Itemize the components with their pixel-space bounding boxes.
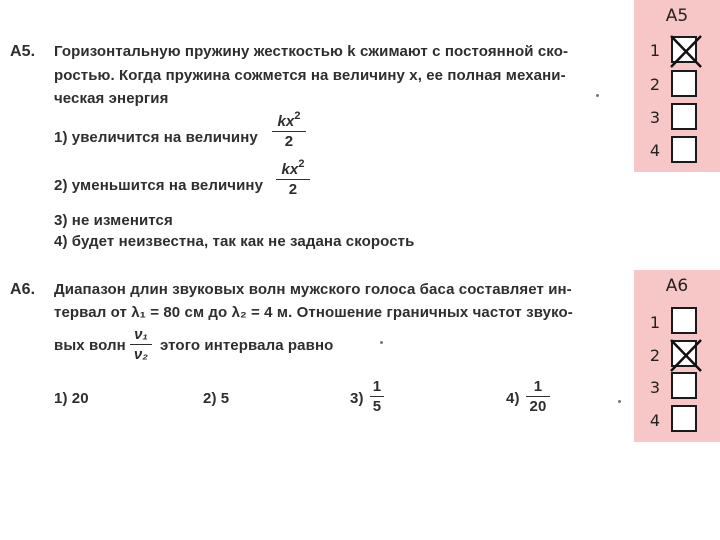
scan-speck bbox=[618, 400, 621, 403]
fraction-exponent: 2 bbox=[298, 158, 305, 170]
check-cross-icon bbox=[669, 338, 703, 373]
answer-a5-option-3-label: 3 bbox=[649, 108, 661, 127]
scan-speck bbox=[596, 94, 599, 97]
question-a6-number: A6. bbox=[10, 281, 36, 298]
question-a5-option-2-fraction bbox=[276, 158, 310, 198]
question-a5-option-1-text: 1) увеличится на величину bbox=[54, 129, 258, 146]
fraction-denominator: 2 bbox=[284, 133, 294, 150]
question-a5-option-3-text: 3) не изменится bbox=[54, 212, 173, 229]
answer-panel-a6-title: А6 bbox=[665, 276, 689, 296]
scan-speck bbox=[380, 341, 383, 344]
question-a5-option-1-fraction bbox=[272, 110, 306, 150]
answer-a5-option-3-checkbox[interactable] bbox=[671, 103, 697, 130]
answer-a6-option-2-checkbox[interactable] bbox=[671, 340, 697, 367]
answer-a6-option-4-checkbox[interactable] bbox=[671, 405, 697, 432]
fraction-numerator: kx bbox=[281, 161, 299, 178]
question-a6-line-3b: этого интервала равно bbox=[160, 337, 334, 354]
answer-a5-option-1-checkbox[interactable] bbox=[671, 36, 697, 63]
question-a6-line-3a: вых волн bbox=[54, 337, 126, 354]
question-a6-line-1: Диапазон длин звуковых волн мужского голоса баса составляет ин- bbox=[54, 281, 572, 298]
answer-panel-a5 bbox=[634, 0, 720, 172]
answer-a6-option-3-label: 3 bbox=[649, 378, 661, 397]
question-a6-option-3-fraction bbox=[370, 378, 384, 415]
question-a5-option-2-text: 2) уменьшится на величину bbox=[54, 177, 264, 194]
answer-panel-a5-title: А5 bbox=[665, 6, 689, 26]
fraction-numerator: kx bbox=[277, 113, 295, 130]
answer-a5-option-2-label: 2 bbox=[649, 75, 661, 94]
question-a5-option-4-text: 4) будет неизвестна, так как не задана скорость bbox=[54, 233, 415, 250]
question-a5-line-1: Горизонтальную пружину жесткостью k сжимают с постоянной ско- bbox=[54, 43, 569, 60]
ratio-denominator: ν₂ bbox=[133, 346, 149, 363]
question-a6-option-4-label: 4) bbox=[506, 390, 520, 407]
answer-a6-option-3-checkbox[interactable] bbox=[671, 372, 697, 399]
question-a6-line-2: тервал от λ₁ = 80 см до λ₂ = 4 м. Отношение граничных частот звуко- bbox=[54, 304, 573, 321]
question-a6-option-3-label: 3) bbox=[350, 390, 364, 407]
fraction-denominator: 20 bbox=[529, 398, 547, 415]
answer-a5-option-4-checkbox[interactable] bbox=[671, 136, 697, 163]
question-a6-option-4-fraction bbox=[526, 378, 550, 415]
answer-a5-option-1-label: 1 bbox=[649, 41, 661, 60]
question-a6-option-1: 1) 20 bbox=[54, 390, 89, 407]
answer-a6-option-2-label: 2 bbox=[649, 346, 661, 365]
answer-panel-a6 bbox=[634, 270, 720, 442]
fraction-numerator: 1 bbox=[372, 378, 382, 395]
answer-a5-option-2-checkbox[interactable] bbox=[671, 70, 697, 97]
question-a6-frequency-ratio bbox=[130, 326, 152, 363]
fraction-denominator: 2 bbox=[288, 181, 298, 198]
fraction-exponent: 2 bbox=[294, 110, 301, 122]
answer-a6-option-4-label: 4 bbox=[649, 411, 661, 430]
answer-a6-option-1-checkbox[interactable] bbox=[671, 307, 697, 334]
check-cross-icon bbox=[669, 34, 703, 69]
answer-a5-option-4-label: 4 bbox=[649, 141, 661, 160]
fraction-numerator: 1 bbox=[533, 378, 543, 395]
question-a5-line-3: ческая энергия bbox=[54, 90, 169, 107]
fraction-denominator: 5 bbox=[372, 398, 382, 415]
ratio-numerator: ν₁ bbox=[134, 326, 148, 343]
question-a5-line-2: ростью. Когда пружина сожмется на величину x, ее полная механи- bbox=[54, 67, 566, 84]
question-a5-number: A5. bbox=[10, 43, 36, 60]
question-a6-option-2: 2) 5 bbox=[203, 390, 230, 407]
answer-a6-option-1-label: 1 bbox=[649, 313, 661, 332]
